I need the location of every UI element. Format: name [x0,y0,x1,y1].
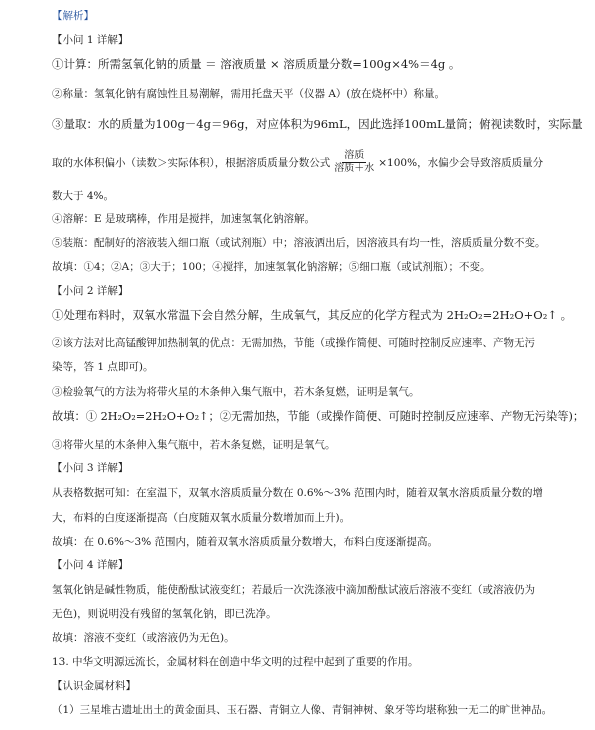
subquestion-3-heading: 【小问 3 详解】 [52,462,129,474]
question-13-part-1: （1）三星堆古遗址出土的黄金面具、玉石器、青铜立人像、青铜神树、象牙等均堪称独一无二的旷世神品。 [52,704,553,716]
question-13: 13. 中华文明源远流长，金属材料在创造中华文明的过程中起到了重要的作用。 [52,656,419,668]
answer-1: 故填：①4；②A；③大于；100；④搅拌，加速氢氧化钠溶解；⑤细口瓶（或试剂瓶）；不变。 [52,261,491,273]
line-test-oxygen: ③检验氧气的方法为将带火星的木条伸入集气瓶中，若木条复燃，证明是氧气。 [52,386,420,398]
formula-numerator: 溶质 [344,150,365,161]
line-formula [52,150,543,175]
section-metal-materials: 【认识金属材料】 [52,680,136,692]
subquestion-1-heading: 【小问 1 详解】 [52,34,129,46]
subquestion-2-heading: 【小问 2 详解】 [52,285,129,297]
line-table-analysis-cont: 大，布料的白度逐渐提高（白度随双氧水质量分数增加而上升)。 [52,512,351,524]
line-phenolphthalein-cont: 无色)，则说明没有残留的氢氧化钠，即已洗净。 [52,608,277,620]
answer-2: 故填：① 2H₂O₂=2H₂O+O₂↑；②无需加热，节能（或操作简便、可随时控制反应速率、产物无污染等)； [52,410,585,423]
line-dissolve: ④溶解：E 是玻璃棒，作用是搅拌，加速氢氧化钠溶解。 [52,213,316,225]
answer-2-cont: ③将带火星的木条伸入集气瓶中，若木条复燃，证明是氧气。 [52,439,336,451]
line-calc: ①计算：所需氢氧化钠的质量 ＝ 溶液质量 × 溶质质量分数=100g×4%＝4g 。 [52,57,461,71]
analysis-heading: 【解析】 [52,10,94,22]
formula-denominator: 溶质＋水 [334,163,375,174]
answer-4: 故填：溶液不变红（或溶液仍为无色)。 [52,632,235,644]
line-equation: ①处理布料时，双氧水常温下会自然分解，生成氧气，其反应的化学方程式为 2H₂O₂=2H₂O+O₂↑ 。 [52,308,573,322]
mass-fraction-formula [332,150,376,175]
subquestion-4-heading: 【小问 4 详解】 [52,559,129,571]
formula-text-after: ×100%，水偏少会导致溶质质量分 [378,156,544,169]
line-advantage: ②该方法对比高锰酸钾加热制氧的优点：无需加热，节能（或操作简便、可随时控制反应速率、产物无污 [52,337,535,349]
line-measure: ③量取：水的质量为100g－4g＝96g，对应体积为96mL，因此选择100mL量筒；俯视读数时，实际量 [52,117,583,131]
line-conclusion-percent: 数大于 4%。 [52,190,114,202]
line-phenolphthalein: 氢氧化钠是碱性物质，能使酚酞试液变红；若最后一次洗涤液中滴加酚酞试液后溶液不变红（或溶液仍为 [52,584,535,596]
line-bottle: ⑤装瓶：配制好的溶液装入细口瓶（或试剂瓶）中；溶液洒出后，因溶液具有均一性，溶质质量分数不变。 [52,237,546,249]
line-weigh: ②称量：氢氧化钠有腐蚀性且易潮解，需用托盘天平（仪器 A）(放在烧杯中）称量。 [52,88,446,100]
formula-text-before: 取的水体积偏小（读数＞实际体积），根据溶质质量分数公式 [52,156,331,169]
line-advantage-cont: 染等，答 1 点即可)。 [52,361,154,373]
answer-3: 故填：在 0.6%～3% 范围内，随着双氧水溶质质量分数增大，布料白度逐渐提高。 [52,536,439,548]
line-table-analysis: 从表格数据可知：在室温下，双氧水溶质质量分数在 0.6%～3% 范围内时，随着双氧水溶质质量分数的增 [52,487,544,499]
